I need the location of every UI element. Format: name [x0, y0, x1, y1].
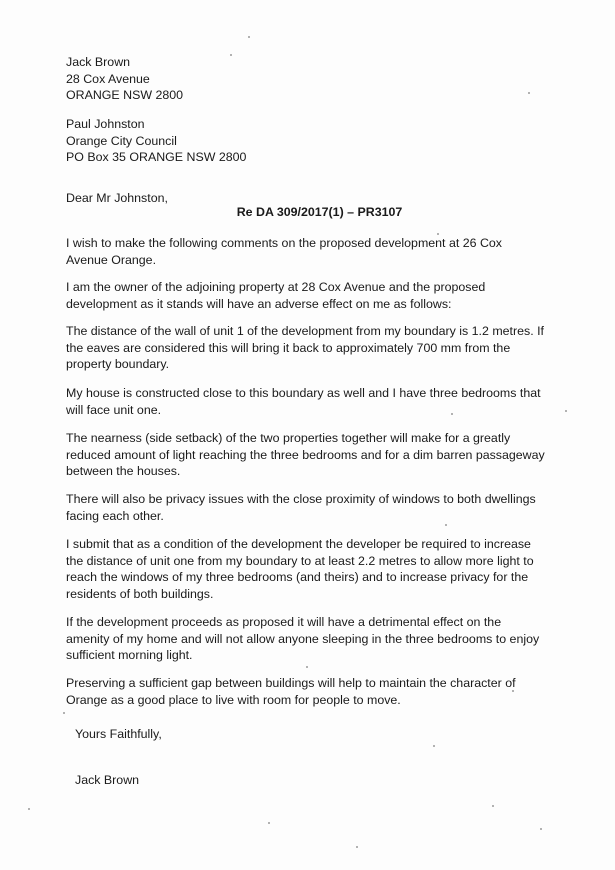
recipient-name: Paul Johnston: [66, 117, 145, 131]
body-paragraph: If the development proceeds as proposed it will have a detrimental effect on the amenity of my home and will not allow anyone sleeping in the three bedrooms to enjoy sufficient morning light.: [66, 615, 540, 662]
scan-speck: [356, 846, 358, 848]
salutation: Dear Mr Johnston,: [66, 191, 168, 205]
scan-speck: [540, 828, 542, 830]
scan-speck: [492, 805, 494, 807]
scan-speck: [63, 712, 65, 714]
scan-speck: [433, 745, 435, 747]
scan-speck: [268, 822, 270, 824]
scan-speck: [451, 413, 453, 415]
body-paragraph: There will also be privacy issues with the close proximity of windows to both dwellings facing each other.: [66, 492, 536, 523]
scan-speck: [248, 36, 250, 38]
recipient-organisation: Orange City Council: [66, 133, 177, 148]
scan-speck: [230, 54, 232, 56]
scan-speck: [28, 808, 30, 810]
body-paragraph: The distance of the wall of unit 1 of the development from my boundary is 1.2 metres. If the eaves are considered this will bring it back to approximately 700 mm from the property boundary.: [66, 324, 544, 371]
reference-line: Re DA 309/2017(1) – PR3107: [236, 205, 403, 219]
sender-name: Jack Brown: [66, 55, 131, 69]
body-paragraph: I am the owner of the adjoining property at 28 Cox Avenue and the proposed development as it stands will have an adverse effect on me as follows:: [66, 280, 486, 311]
sender-street: 28 Cox Avenue: [66, 71, 150, 86]
closing: Yours Faithfully,: [75, 727, 162, 741]
scan-speck: [528, 92, 530, 94]
scan-speck: [565, 410, 567, 412]
scan-speck: [512, 690, 514, 692]
scan-speck: [306, 666, 308, 668]
sender-address: [66, 54, 183, 104]
body-paragraph: I wish to make the following comments on the proposed development at 26 Cox Avenue Orange.: [66, 236, 502, 267]
recipient-address: [66, 116, 246, 166]
signature-name: Jack Brown: [75, 773, 140, 787]
body-paragraph: The nearness (side setback) of the two properties together will make for a greatly reduced amount of light reaching the three bedrooms and for a dim barren passageway between the houses.: [66, 431, 545, 478]
sender-city: ORANGE NSW 2800: [66, 88, 184, 102]
recipient-po-box: PO Box 35 ORANGE NSW 2800: [66, 150, 247, 164]
scan-speck: [437, 233, 439, 235]
body-paragraph: Preserving a sufficient gap between buildings will help to maintain the character of Orange as a good place to live with room for people to move.: [66, 676, 516, 707]
body-paragraph: My house is constructed close to this boundary as well and I have three bedrooms that will face unit one.: [66, 386, 541, 417]
body-paragraph: I submit that as a condition of the development the developer be required to increase the distance of unit one from my boundary to at least 2.2 metres to allow more light to reach the windows of my three bedrooms (and theirs) and to increase privacy for the residents of both buildings.: [66, 537, 534, 601]
scan-speck: [445, 524, 447, 526]
